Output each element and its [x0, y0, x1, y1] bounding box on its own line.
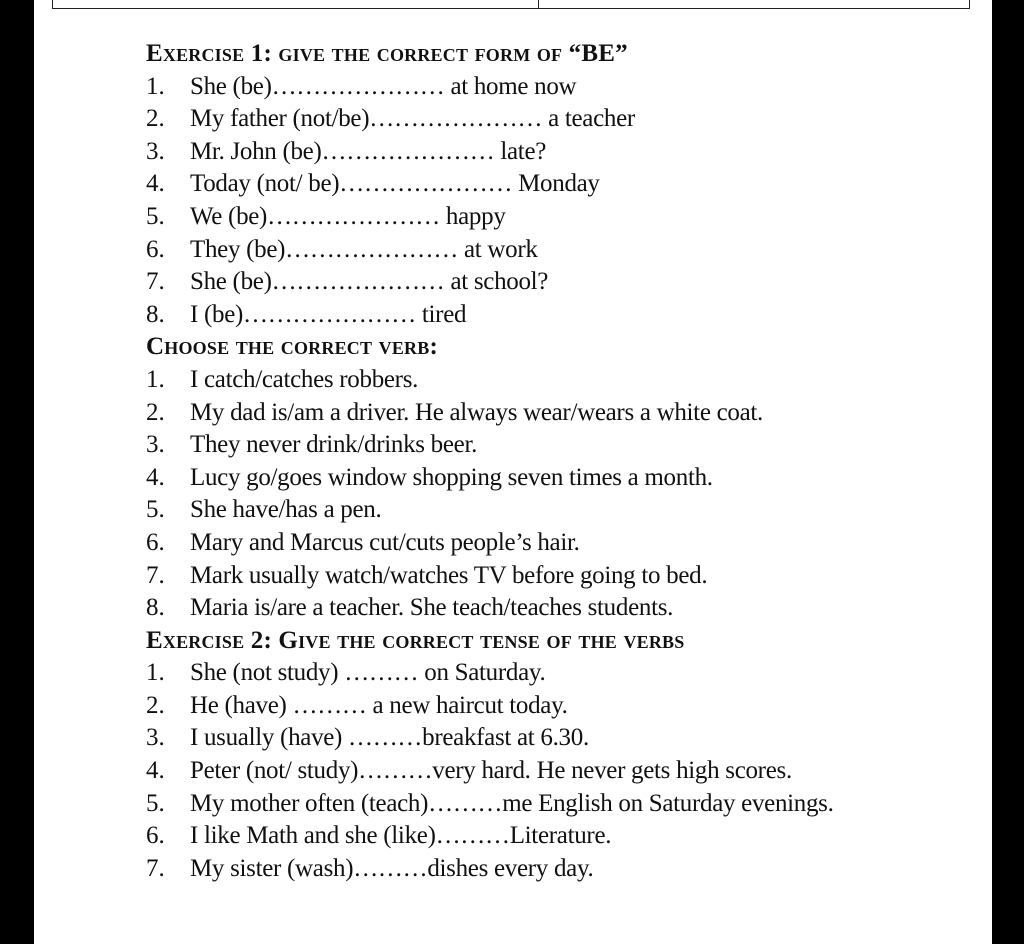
- item-text: Mr. John (be)………………… late?: [190, 137, 547, 165]
- item-text: We (be)………………… happy: [190, 202, 506, 230]
- list-item: [146, 592, 976, 625]
- item-number: 7.: [146, 854, 165, 882]
- list-item: [146, 560, 976, 593]
- item-text: Lucy go/goes window shopping seven times a month.: [190, 463, 713, 491]
- list-item: [146, 71, 976, 104]
- exercise-2-list: [146, 657, 976, 885]
- item-text: They never drink/drinks beer.: [190, 431, 478, 459]
- item-text: She (be)………………… at school?: [190, 268, 549, 296]
- item-number: 8.: [146, 594, 165, 622]
- item-text: Mark usually watch/watches TV before going to bed.: [190, 561, 708, 589]
- item-number: 5.: [146, 202, 165, 230]
- item-number: 4.: [146, 757, 165, 785]
- item-text: My father (not/be)………………… a teacher: [190, 105, 635, 133]
- choose-verb-heading: Choose the correct verb:: [146, 333, 438, 361]
- worksheet-content: [146, 38, 976, 885]
- item-text: My mother often (teach)………me English on Saturday evenings.: [190, 789, 834, 817]
- list-item: [146, 103, 976, 136]
- list-item: [146, 397, 976, 430]
- list-item: [146, 788, 976, 821]
- item-text: He (have) ……… a new haircut today.: [190, 691, 568, 719]
- item-text: Today (not/ be)………………… Monday: [190, 170, 600, 198]
- item-number: 8.: [146, 300, 165, 328]
- item-number: 2.: [146, 398, 165, 426]
- table-border-right: [969, 0, 970, 9]
- table-border-left: [52, 0, 53, 9]
- item-number: 6.: [146, 822, 165, 850]
- item-number: 3.: [146, 431, 165, 459]
- exercise-1-heading: Exercise 1: give the correct form of “BE”: [146, 40, 628, 67]
- item-number: 1.: [146, 365, 165, 393]
- item-text: Peter (not/ study)………very hard. He never gets high scores.: [190, 757, 792, 785]
- list-item: [146, 429, 976, 462]
- list-item: [146, 234, 976, 267]
- item-number: 7.: [146, 561, 165, 589]
- item-number: 7.: [146, 268, 165, 296]
- list-item: [146, 266, 976, 299]
- list-item: [146, 820, 976, 853]
- item-number: 1.: [146, 72, 165, 100]
- list-item: [146, 136, 976, 169]
- choose-verb-list: [146, 364, 976, 625]
- item-text: I catch/catches robbers.: [190, 365, 419, 393]
- item-text: She have/has a pen.: [190, 496, 382, 524]
- item-text: Mary and Marcus cut/cuts people’s hair.: [190, 528, 580, 556]
- item-text: I like Math and she (like)………Literature.: [190, 822, 612, 850]
- item-text: She (be)………………… at home now: [190, 72, 577, 100]
- list-item: [146, 527, 976, 560]
- item-number: 5.: [146, 496, 165, 524]
- item-text: Maria is/are a teacher. She teach/teaches students.: [190, 594, 674, 622]
- item-number: 3.: [146, 724, 165, 752]
- list-item: [146, 722, 976, 755]
- list-item: [146, 755, 976, 788]
- item-number: 5.: [146, 789, 165, 817]
- item-number: 6.: [146, 235, 165, 263]
- item-text: She (not study) ……… on Saturday.: [190, 659, 546, 687]
- item-number: 4.: [146, 170, 165, 198]
- worksheet-page: [34, 0, 992, 944]
- item-text: My sister (wash)………dishes every day.: [190, 854, 594, 882]
- exercise-2-heading: Exercise 2: Give the correct tense of the verbs: [146, 626, 685, 654]
- list-item: [146, 364, 976, 397]
- item-number: 1.: [146, 659, 165, 687]
- item-text: I usually (have) ………breakfast at 6.30.: [190, 724, 589, 752]
- item-number: 4.: [146, 463, 165, 491]
- item-number: 2.: [146, 691, 165, 719]
- item-text: I (be)………………… tired: [190, 300, 467, 328]
- table-border-top: [52, 8, 970, 9]
- list-item: [146, 657, 976, 690]
- list-item: [146, 201, 976, 234]
- item-number: 6.: [146, 528, 165, 556]
- list-item: [146, 299, 976, 332]
- list-item: [146, 168, 976, 201]
- item-number: 3.: [146, 137, 165, 165]
- table-border-middle: [538, 0, 539, 9]
- item-number: 2.: [146, 105, 165, 133]
- list-item: [146, 462, 976, 495]
- list-item: [146, 690, 976, 723]
- item-text: They (be)………………… at work: [190, 235, 538, 263]
- exercise-1-list: [146, 71, 976, 332]
- item-text: My dad is/am a driver. He always wear/wears a white coat.: [190, 398, 763, 426]
- list-item: [146, 494, 976, 527]
- list-item: [146, 853, 976, 886]
